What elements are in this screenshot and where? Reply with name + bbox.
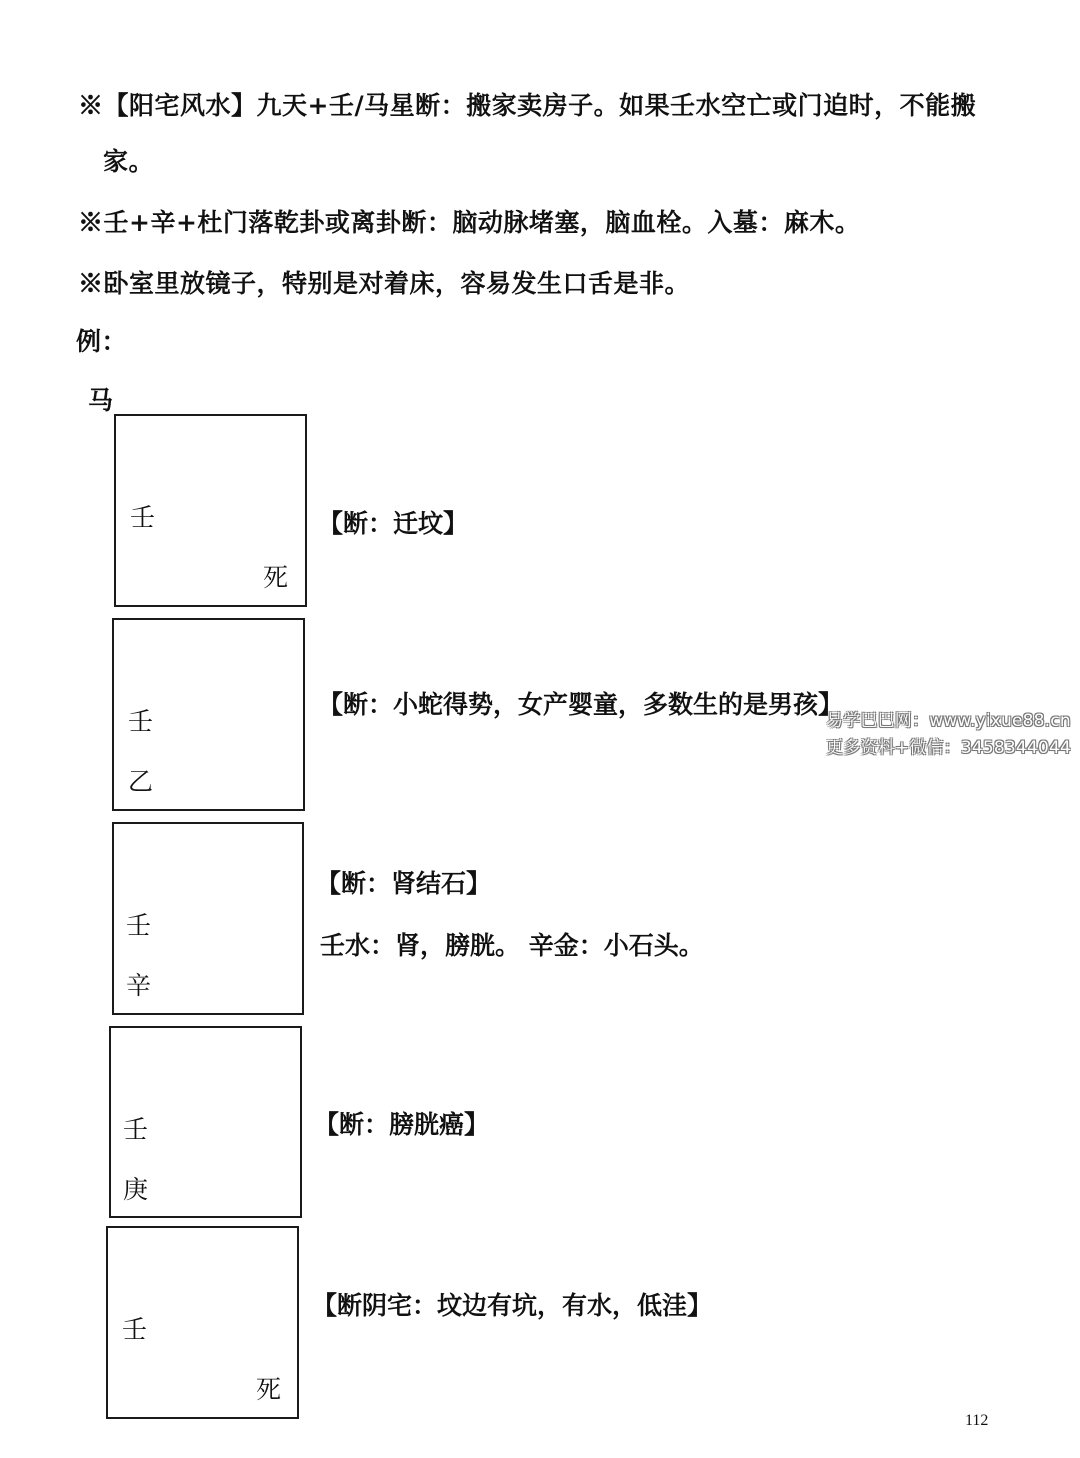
note-1-line-1: ※【阳宅风水】九天+壬/马星断：搬家卖房子。如果壬水空亡或门迫时，不能搬: [78, 91, 977, 120]
palace-box-5: [106, 1226, 299, 1419]
palace-5-door: 死: [256, 1375, 282, 1404]
palace-box-1: [114, 414, 307, 607]
palace-1-heaven-stem: 壬: [130, 503, 156, 532]
palace-box-4: [109, 1026, 302, 1218]
verdict-3-explanation: 壬水：肾，膀胱。 辛金：小石头。: [320, 931, 704, 960]
palace-2-earth-stem: 乙: [128, 767, 154, 796]
verdict-4: 【断：膀胱癌】: [314, 1110, 490, 1139]
note-1-line-2: 家。: [103, 147, 155, 176]
page-number: 112: [965, 1412, 989, 1429]
verdict-3: 【断：肾结石】: [316, 869, 492, 898]
watermark-wechat: 更多资料+微信：3458344044: [826, 738, 1072, 758]
palace-3-earth-stem: 辛: [126, 971, 152, 1000]
palace-4-earth-stem: 庚: [123, 1175, 149, 1204]
palace-1-door: 死: [263, 563, 289, 592]
horse-star-label: 马: [88, 386, 114, 415]
palace-box-2: [112, 618, 305, 811]
verdict-1: 【断：迁坟】: [318, 509, 469, 538]
example-label: 例：: [76, 327, 128, 356]
note-2: ※壬+辛+杜门落乾卦或离卦断：脑动脉堵塞，脑血栓。入墓：麻木。: [78, 208, 861, 237]
note-3: ※卧室里放镜子，特别是对着床，容易发生口舌是非。: [78, 269, 691, 298]
palace-5-heaven-stem: 壬: [122, 1315, 148, 1344]
verdict-2: 【断：小蛇得势，女产婴童，多数生的是男孩】: [318, 690, 844, 719]
palace-4-heaven-stem: 壬: [123, 1115, 149, 1144]
palace-2-heaven-stem: 壬: [128, 707, 154, 736]
verdict-5: 【断阴宅：坟边有坑，有水，低洼】: [312, 1291, 713, 1320]
palace-3-heaven-stem: 壬: [126, 911, 152, 940]
watermark-site: 易学巴巴网：www.yixue88.cn: [826, 711, 1071, 731]
palace-box-3: [112, 822, 304, 1015]
